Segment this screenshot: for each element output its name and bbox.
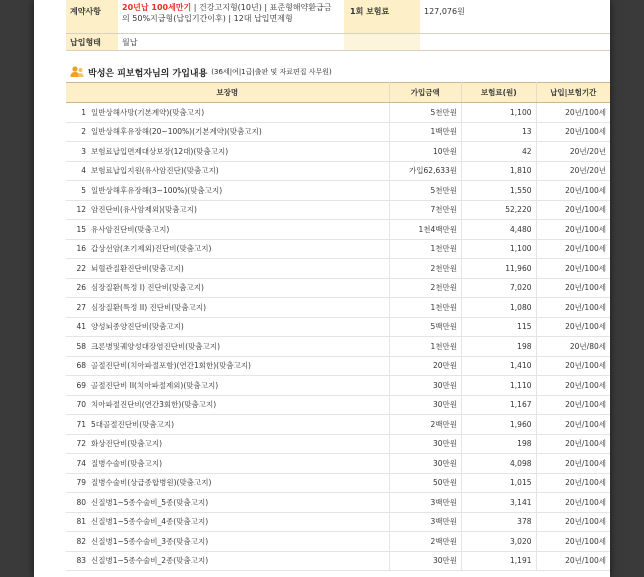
coverage-name: 일반상해사망(기본계약)(맞춤고지): [91, 107, 205, 117]
coverage-name: 질병수술비(맞춤고지): [91, 458, 163, 468]
coverage-number: 81: [76, 517, 86, 527]
coverage-term: 20년/20년: [536, 161, 610, 181]
coverage-name: 암진단비(유사암제외)(맞춤고지): [91, 205, 197, 215]
coverage-name-cell: [66, 220, 389, 240]
table-header-row: [66, 83, 610, 103]
table-row: [66, 122, 610, 142]
table-row: [66, 454, 610, 474]
method-value: 월납: [122, 38, 138, 47]
coverage-number: 58: [76, 341, 86, 351]
coverage-number: 74: [76, 458, 86, 468]
premium-value: 127,076원: [424, 7, 465, 16]
table-row: [66, 142, 610, 162]
coverage-amount: 30만원: [389, 551, 462, 571]
coverage-amount: 5천만원: [389, 103, 462, 123]
table-row: [66, 551, 610, 571]
coverage-term: 20년/100세: [536, 298, 610, 318]
table-row: [66, 181, 610, 201]
coverage-premium: 1,191: [462, 551, 536, 571]
coverage-term: 20년/100세: [536, 532, 610, 552]
coverage-amount: 5백만원: [389, 317, 462, 337]
coverage-amount: 20만원: [389, 356, 462, 376]
coverage-term: 20년/20년: [536, 142, 610, 162]
coverage-premium: 1,080: [462, 298, 536, 318]
coverage-amount: 2백만원: [389, 415, 462, 435]
coverage-name-cell: [66, 415, 389, 435]
coverage-name-cell: [66, 161, 389, 181]
coverage-name-cell: [66, 454, 389, 474]
coverage-amount: 3백만원: [389, 512, 462, 532]
coverage-amount: 3백만원: [389, 493, 462, 513]
method-label: 납입형태: [66, 34, 118, 50]
table-row: [66, 161, 610, 181]
coverage-name: 보험료납입지원(유사암진단)(맞춤고지): [91, 166, 219, 176]
coverage-number: 15: [76, 224, 86, 234]
coverage-name: 골절진단비 II(치아파절제외)(맞춤고지): [91, 380, 219, 390]
contract-label: 계약사항: [66, 0, 118, 33]
coverage-name-cell: [66, 298, 389, 318]
coverage-term: 20년/100세: [536, 103, 610, 123]
coverage-name-cell: [66, 532, 389, 552]
coverage-number: 5: [81, 185, 86, 195]
coverage-amount: 2천만원: [389, 259, 462, 279]
coverage-premium: 3,020: [462, 532, 536, 552]
coverage-premium: 11,960: [462, 259, 536, 279]
coverage-amount: 5천만원: [389, 181, 462, 201]
coverage-amount: 30만원: [389, 454, 462, 474]
coverage-term: 20년/100세: [536, 259, 610, 279]
document-page: [34, 0, 610, 577]
coverage-name-cell: [66, 512, 389, 532]
table-row: [66, 103, 610, 123]
coverage-name-cell: [66, 239, 389, 259]
coverage-name: 치아파절진단비(연간3회한)(맞춤고지): [91, 400, 217, 410]
coverage-term: 20년/100세: [536, 415, 610, 435]
coverage-name: 일반상해후유장해(20~100%)(기본계약)(맞춤고지): [91, 127, 262, 137]
coverage-term: 20년/100세: [536, 122, 610, 142]
coverage-name-cell: [66, 259, 389, 279]
coverage-name: 신질병1~5종수술비_3종(맞춤고지): [91, 536, 209, 546]
coverage-amount: 1천4백만원: [389, 220, 462, 240]
coverage-term: 20년/100세: [536, 220, 610, 240]
coverage-name: 뇌혈관질환진단비(맞춤고지): [91, 263, 184, 273]
coverage-name: 질병수술비(상급종합병원)(맞춤고지): [91, 478, 212, 488]
coverage-amount: 30만원: [389, 395, 462, 415]
table-row: [66, 434, 610, 454]
coverage-term: 20년/100세: [536, 493, 610, 513]
coverage-number: 80: [76, 497, 86, 507]
coverage-name: 보험료납입면제대상보장(12대)(맞춤고지): [91, 146, 229, 156]
coverage-term: 20년/100세: [536, 239, 610, 259]
coverage-premium: 378: [462, 512, 536, 532]
table-row: [66, 239, 610, 259]
coverage-amount: 1백만원: [389, 122, 462, 142]
coverage-premium: 1,110: [462, 376, 536, 396]
coverage-name-cell: [66, 356, 389, 376]
coverage-premium: 115: [462, 317, 536, 337]
coverage-name-cell: [66, 181, 389, 201]
person-icon: [70, 66, 84, 78]
coverage-amount: 50만원: [389, 473, 462, 493]
coverage-premium: 198: [462, 434, 536, 454]
coverage-premium: 13: [462, 122, 536, 142]
coverage-number: 71: [76, 419, 86, 429]
coverage-name-cell: [66, 103, 389, 123]
method-row: [66, 34, 610, 51]
coverage-term: 20년/100세: [536, 454, 610, 474]
coverage-table: [66, 82, 610, 571]
table-row: [66, 298, 610, 318]
contract-row: [66, 0, 610, 34]
coverage-amount: 10만원: [389, 142, 462, 162]
coverage-amount: 1천만원: [389, 337, 462, 357]
coverage-name: 심장질환(특정 I) 진단비(맞춤고지): [91, 283, 204, 293]
coverage-name-cell: [66, 493, 389, 513]
coverage-name: 화상진단비(맞춤고지): [91, 439, 163, 449]
coverage-number: 16: [76, 244, 86, 254]
coverage-number: 82: [76, 536, 86, 546]
coverage-name: 갑상선암(초기제외)진단비(맞춤고지): [91, 244, 212, 254]
table-row: [66, 200, 610, 220]
coverage-premium: 7,020: [462, 278, 536, 298]
coverage-name-cell: [66, 317, 389, 337]
table-row: [66, 356, 610, 376]
table-row: [66, 493, 610, 513]
coverage-name-cell: [66, 473, 389, 493]
table-row: [66, 220, 610, 240]
coverage-number: 4: [81, 166, 86, 176]
coverage-name-cell: [66, 337, 389, 357]
table-row: [66, 278, 610, 298]
coverage-number: 69: [76, 380, 86, 390]
contract-value: [118, 0, 338, 33]
coverage-amount: 1천만원: [389, 239, 462, 259]
coverage-term: 20년/100세: [536, 395, 610, 415]
coverage-name-cell: [66, 200, 389, 220]
coverage-term: 20년/100세: [536, 181, 610, 201]
heading-title: 박성은 피보험자님의 가입내용: [88, 68, 208, 79]
coverage-number: 22: [76, 263, 86, 273]
coverage-number: 72: [76, 439, 86, 449]
coverage-name-cell: [66, 122, 389, 142]
coverage-number: 79: [76, 478, 86, 488]
table-row: [66, 395, 610, 415]
coverage-premium: 1,167: [462, 395, 536, 415]
coverage-amount: 7천만원: [389, 200, 462, 220]
coverage-premium: 1,100: [462, 103, 536, 123]
coverage-name: 심장질환(특정 II) 진단비(맞춤고지): [91, 302, 207, 312]
coverage-number: 2: [81, 127, 86, 137]
coverage-name: 신질병1~5종수술비_2종(맞춤고지): [91, 556, 209, 566]
table-row: [66, 259, 610, 279]
coverage-name-cell: [66, 142, 389, 162]
coverage-term: 20년/100세: [536, 376, 610, 396]
coverage-term: 20년/100세: [536, 434, 610, 454]
coverage-term: 20년/80세: [536, 337, 610, 357]
coverage-premium: 1,960: [462, 415, 536, 435]
table-row: [66, 512, 610, 532]
table-row: [66, 337, 610, 357]
coverage-premium: 198: [462, 337, 536, 357]
coverage-premium: 1,015: [462, 473, 536, 493]
coverage-name: 5대골절진단비(맞춤고지): [91, 419, 175, 429]
coverage-name: 신질병1~5종수술비_5종(맞춤고지): [91, 497, 209, 507]
coverage-name: 골절진단비(치아파절포함)(연간1회한)(맞춤고지): [91, 361, 251, 371]
payment-detail: | 건강고지형(10년) | 표준형해약환급금의 50%지급형(납입기간이후) | 12대 납입면제형: [122, 3, 332, 23]
coverage-number: 3: [81, 146, 86, 156]
table-row: [66, 473, 610, 493]
coverage-term: 20년/100세: [536, 317, 610, 337]
coverage-number: 26: [76, 283, 86, 293]
premium-label: 1회 보험료: [344, 0, 420, 33]
header-premium: 보험료(원): [462, 83, 536, 103]
coverage-name: 양성뇌종양진단비(맞춤고지): [91, 322, 184, 332]
coverage-name-cell: [66, 278, 389, 298]
coverage-name: 크론병및궤양성대장염진단비(맞춤고지): [91, 341, 221, 351]
coverage-name-cell: [66, 395, 389, 415]
coverage-premium: 1,410: [462, 356, 536, 376]
header-term: 납입|보험기간: [536, 83, 610, 103]
coverage-term: 20년/100세: [536, 356, 610, 376]
coverage-term: 20년/100세: [536, 551, 610, 571]
coverage-amount: 1천만원: [389, 298, 462, 318]
heading-subtitle: (36세|여|1급|출판 및 자료편집 사무원): [211, 68, 332, 76]
contract-info: [66, 0, 610, 51]
coverage-premium: 52,220: [462, 200, 536, 220]
coverage-amount: 2천만원: [389, 278, 462, 298]
table-row: [66, 532, 610, 552]
coverage-amount: 30만원: [389, 376, 462, 396]
coverage-premium: 1,550: [462, 181, 536, 201]
coverage-term: 20년/100세: [536, 200, 610, 220]
coverage-name-cell: [66, 551, 389, 571]
coverage-number: 41: [76, 322, 86, 332]
header-amount: 가입금액: [389, 83, 462, 103]
table-row: [66, 415, 610, 435]
coverage-amount: 가입62,633원: [389, 161, 462, 181]
coverage-name: 일반상해후유장해(3~100%)(맞춤고지): [91, 185, 223, 195]
coverage-premium: 42: [462, 142, 536, 162]
table-row: [66, 376, 610, 396]
coverage-amount: 30만원: [389, 434, 462, 454]
coverage-name-cell: [66, 376, 389, 396]
coverage-premium: 1,100: [462, 239, 536, 259]
coverage-number: 83: [76, 556, 86, 566]
insured-heading: [70, 64, 332, 80]
coverage-number: 68: [76, 361, 86, 371]
coverage-number: 12: [76, 205, 86, 215]
payment-term: 20년납 100세만기: [122, 3, 192, 12]
coverage-name: 신질병1~5종수술비_4종(맞춤고지): [91, 517, 209, 527]
coverage-term: 20년/100세: [536, 473, 610, 493]
coverage-amount: 2백만원: [389, 532, 462, 552]
coverage-term: 20년/100세: [536, 512, 610, 532]
header-coverage: 보장명: [66, 83, 389, 103]
coverage-name: 유사암진단비(맞춤고지): [91, 224, 170, 234]
coverage-premium: 4,480: [462, 220, 536, 240]
coverage-premium: 1,810: [462, 161, 536, 181]
coverage-number: 27: [76, 302, 86, 312]
coverage-number: 1: [81, 107, 86, 117]
coverage-premium: 4,098: [462, 454, 536, 474]
coverage-name-cell: [66, 434, 389, 454]
coverage-term: 20년/100세: [536, 278, 610, 298]
coverage-premium: 3,141: [462, 493, 536, 513]
table-row: [66, 317, 610, 337]
coverage-number: 70: [76, 400, 86, 410]
